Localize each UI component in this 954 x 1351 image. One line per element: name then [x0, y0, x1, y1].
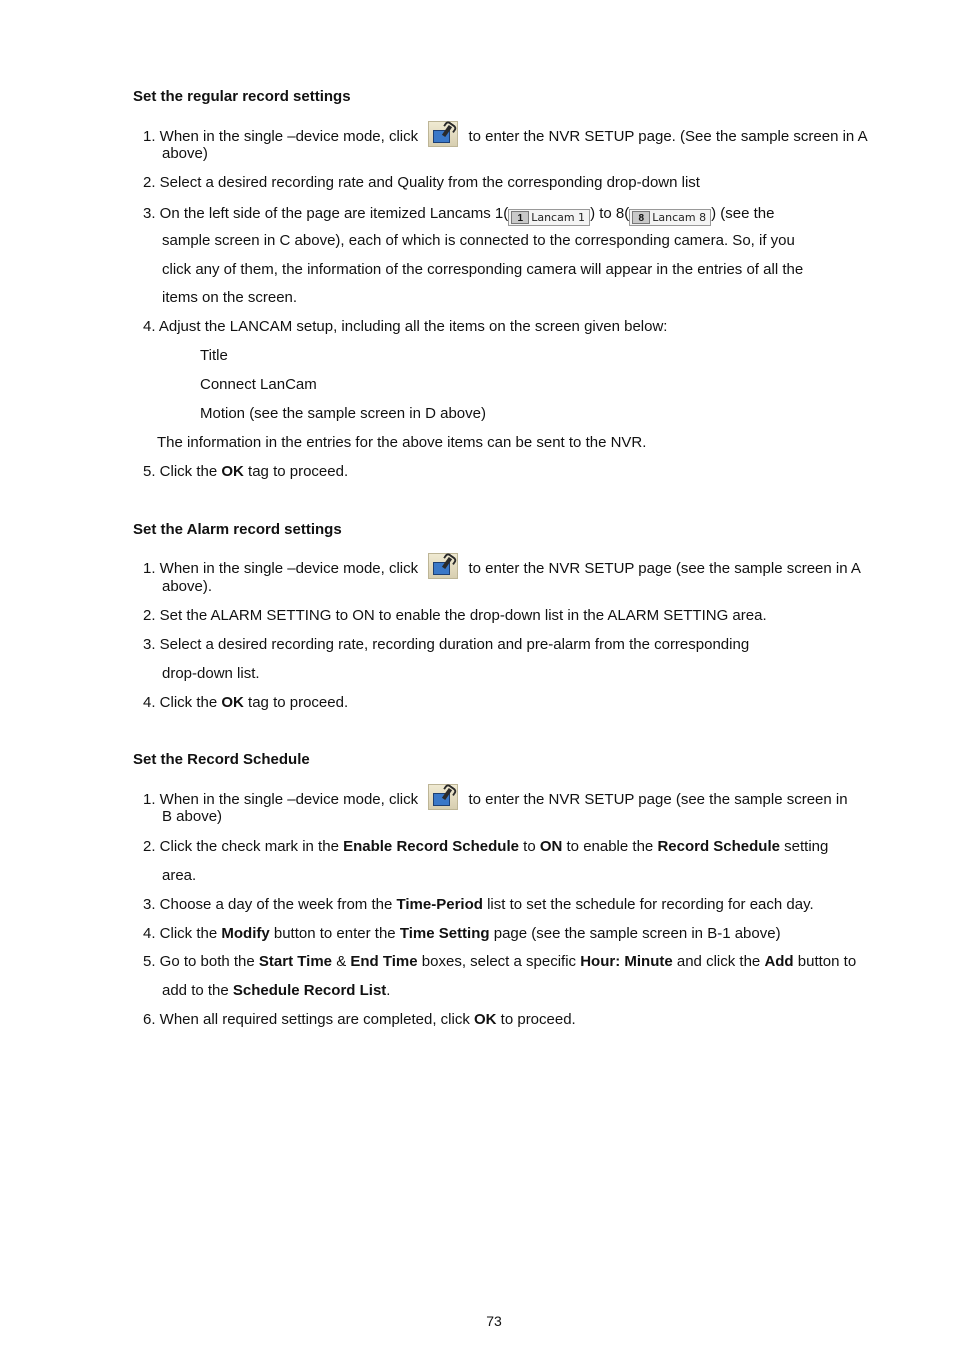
step-3: 3. On the left side of the page are itemized Lancams 1( 1 Lancam 1 ) to 8( 8 Lancam 8 ) (see the — [143, 205, 775, 224]
section-heading-record-schedule: Set the Record Schedule — [133, 751, 310, 768]
step-4: 4. Click the Modify button to enter the Time Setting page (see the sample screen in B-1 above) — [143, 925, 781, 942]
page-number: 73 — [486, 1313, 502, 1329]
step-2-continued: area. — [162, 867, 197, 884]
step-3: 3. Select a desired recording rate, recording duration and pre-alarm from the corresponding — [143, 636, 750, 653]
step-4: 4. Click the OK tag to proceed. — [143, 694, 349, 711]
step-3: 3. Choose a day of the week from the Time-Period list to set the schedule for recording for each day. — [143, 896, 814, 913]
section-heading-alarm-record: Set the Alarm record settings — [133, 521, 342, 538]
step-5-continued: add to the Schedule Record List. — [162, 982, 391, 999]
nvr-setup-icon[interactable] — [428, 553, 458, 579]
lancam-8-icon[interactable]: 8 Lancam 8 — [629, 209, 711, 226]
nvr-setup-icon[interactable] — [428, 121, 458, 147]
nvr-setup-icon[interactable] — [428, 784, 458, 810]
step-5: 5. Click the OK tag to proceed. — [143, 463, 349, 480]
sub-item-motion: Motion (see the sample screen in D above) — [200, 405, 486, 422]
step-2: 2. Click the check mark in the Enable Record Schedule to ON to enable the Record Schedule setting — [143, 838, 829, 855]
step-1: 1. When in the single –device mode, click to enter the NVR SETUP page (see the sample screen in — [143, 784, 848, 810]
step-5: 5. Go to both the Start Time & End Time boxes, select a specific Hour: Minute and click the Add button to — [143, 953, 857, 970]
sub-item-connect-lancam: Connect LanCam — [200, 376, 317, 393]
info-note: The information in the entries for the above items can be sent to the NVR. — [157, 434, 647, 451]
step-6: 6. When all required settings are completed, click OK to proceed. — [143, 1011, 576, 1028]
step-2: 2. Set the ALARM SETTING to ON to enable the drop-down list in the ALARM SETTING area. — [143, 607, 767, 624]
step-4: 4. Adjust the LANCAM setup, including all the items on the screen given below: — [143, 318, 668, 335]
step-1: 1. When in the single –device mode, click to enter the NVR SETUP page (see the sample screen in A — [143, 553, 861, 579]
step-1: 1. When in the single –device mode, click to enter the NVR SETUP page. (See the sample screen in A — [143, 121, 868, 147]
lancam-1-icon[interactable]: 1 Lancam 1 — [508, 209, 590, 226]
step-2: 2. Select a desired recording rate and Quality from the corresponding drop-down list — [143, 174, 700, 191]
step-3-line-2: sample screen in C above), each of which is connected to the corresponding camera. So, if you — [162, 232, 795, 249]
step-1-continued: above). — [162, 578, 213, 595]
step-3-continued: drop-down list. — [162, 665, 260, 682]
step-1-continued: above) — [162, 145, 208, 162]
sub-item-title: Title — [200, 347, 228, 364]
step-3-line-3: click any of them, the information of the corresponding camera will appear in the entries of all the — [162, 261, 804, 278]
step-1-continued: B above) — [162, 808, 223, 825]
step-3-line-4: items on the screen. — [162, 289, 298, 306]
section-heading-regular-record: Set the regular record settings — [133, 88, 351, 105]
